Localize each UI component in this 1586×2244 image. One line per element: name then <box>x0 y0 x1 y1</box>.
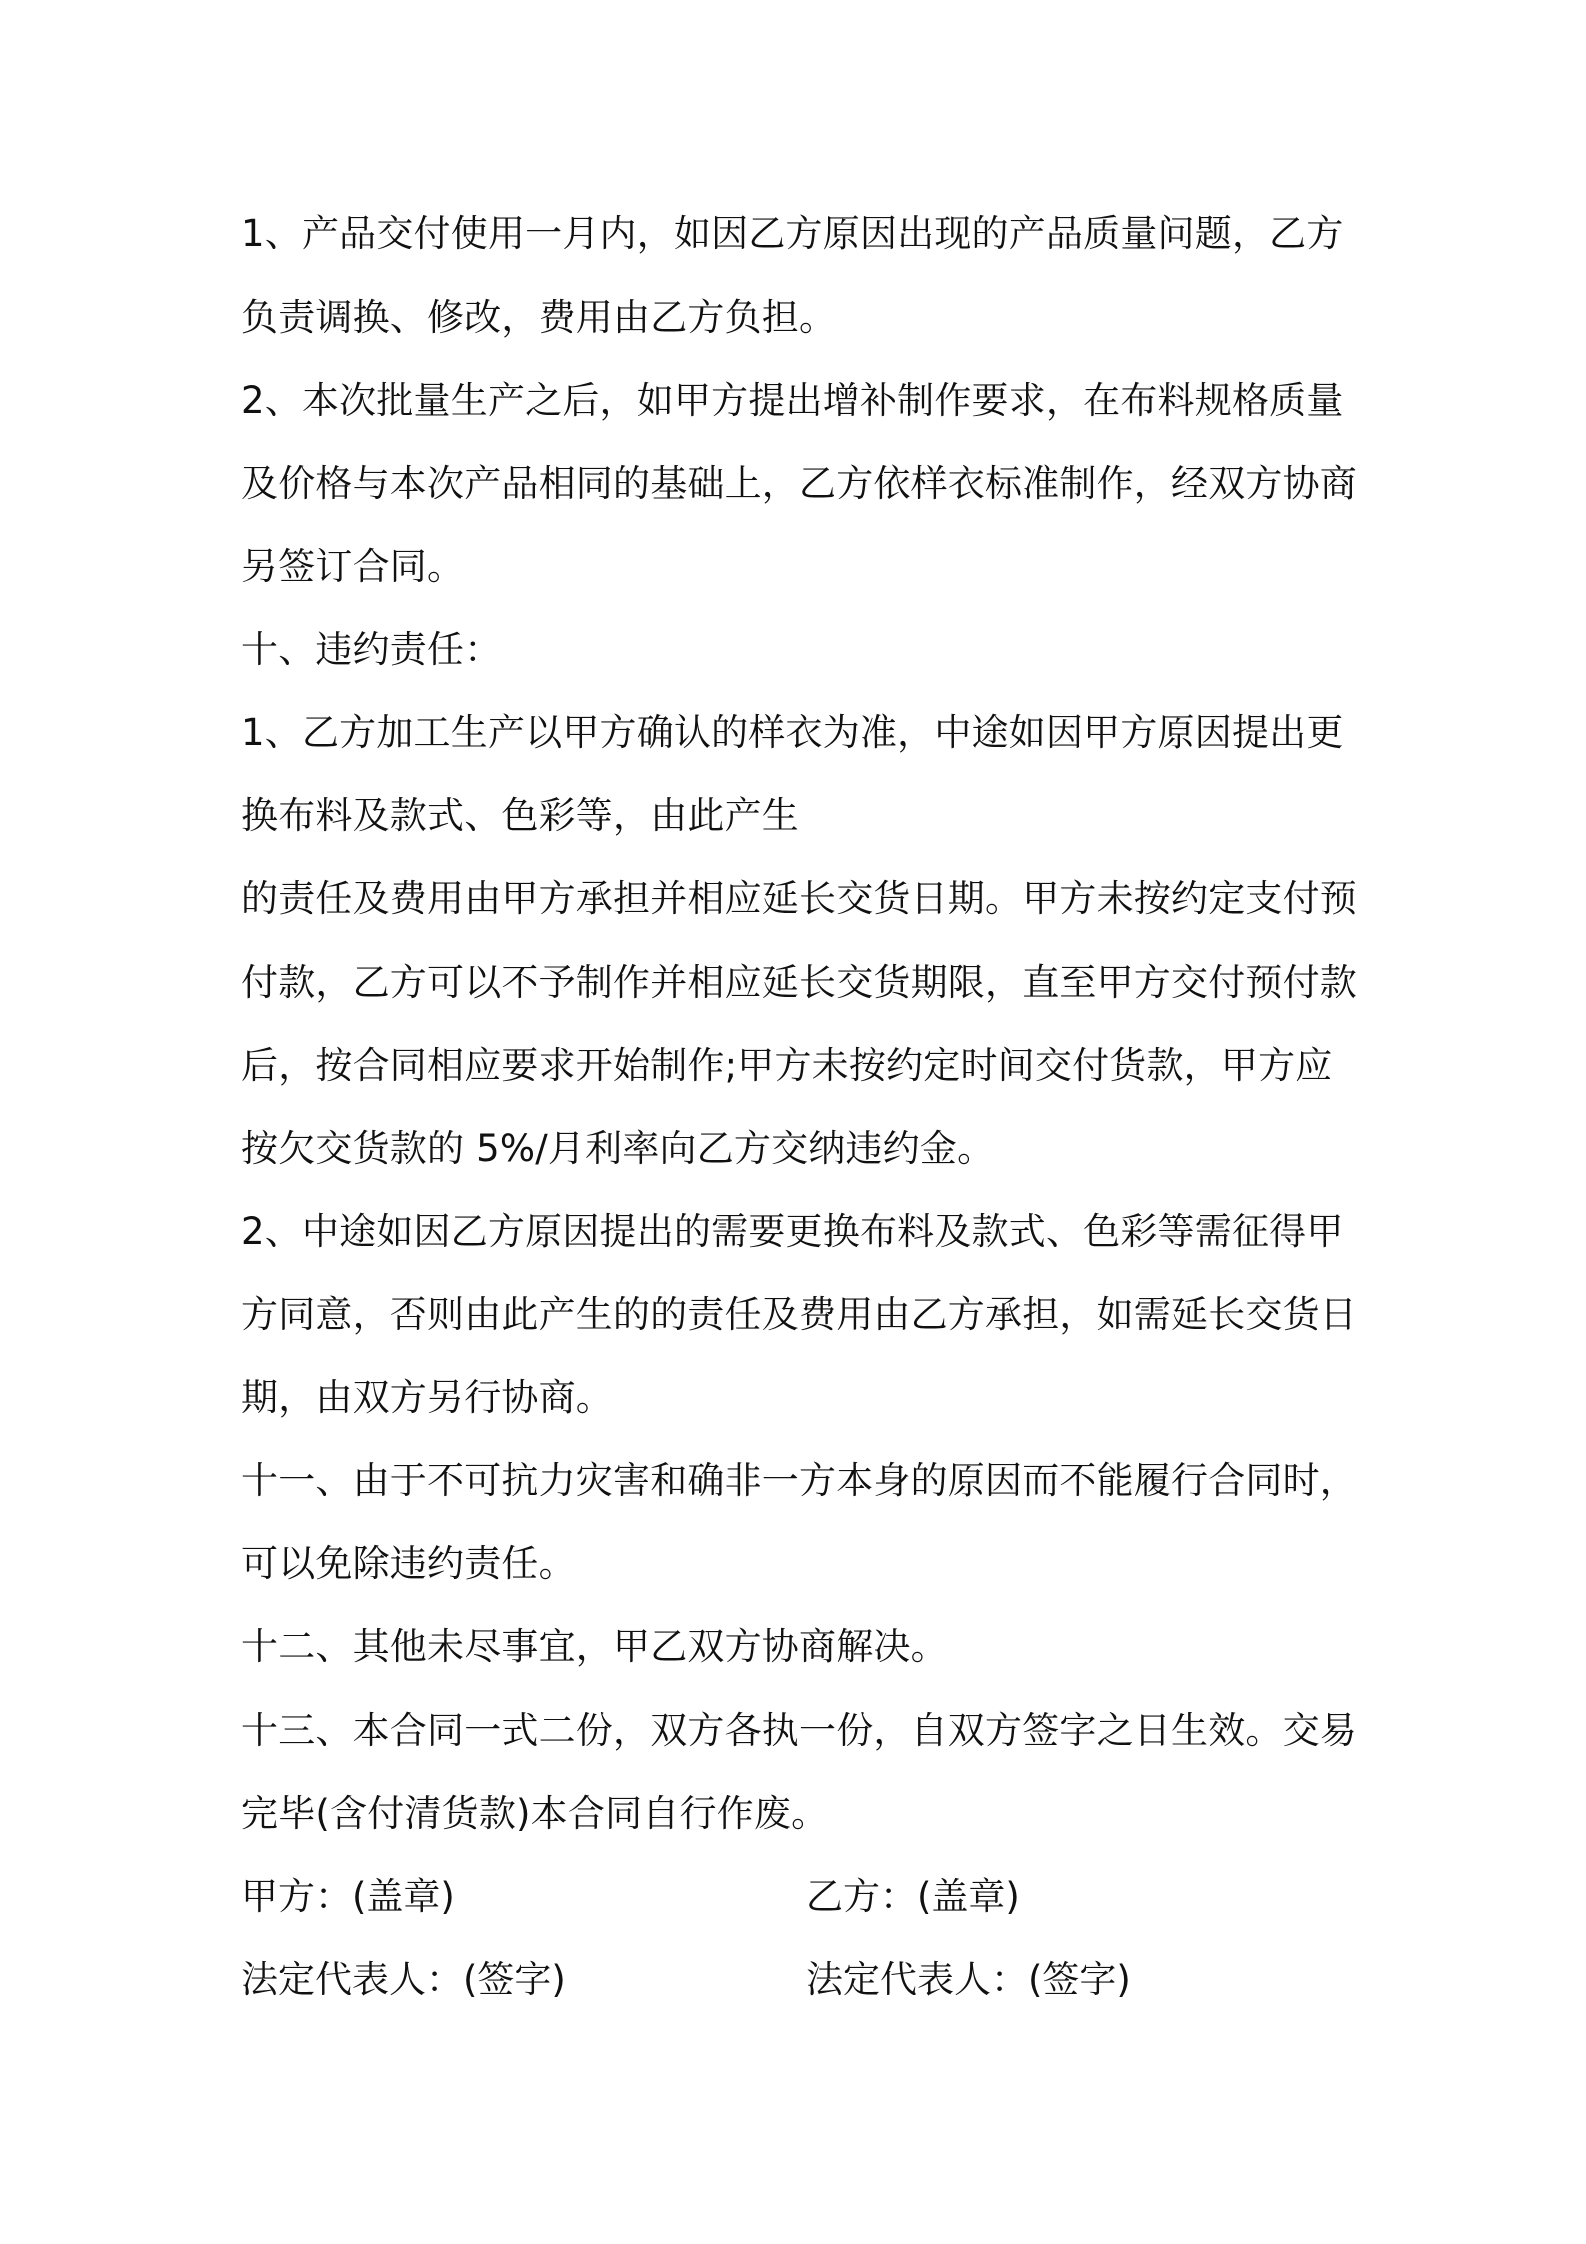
party-a-representative-label: 法定代表人：(签字) <box>241 1958 566 2001</box>
text-line: 付款，乙方可以不予制作并相应延长交货期限，直至甲方交付预付款 <box>241 961 1357 1004</box>
text-line: 负责调换、修改，费用由乙方负担。 <box>241 296 837 339</box>
text-line: 的责任及费用由甲方承担并相应延长交货日期。甲方未按约定支付预 <box>241 877 1357 920</box>
text-line: 2、本次批量生产之后，如甲方提出增补制作要求，在布料规格质量 <box>241 379 1344 422</box>
text-line: 期，由双方另行协商。 <box>241 1376 613 1419</box>
text-line: 另签订合同。 <box>241 545 465 588</box>
party-b-representative-label: 法定代表人：(签字) <box>806 1958 1131 2001</box>
text-line: 十三、本合同一式二份，双方各执一份，自双方签字之日生效。交易 <box>241 1709 1357 1752</box>
party-b-seal-label: 乙方：(盖章) <box>806 1875 1020 1918</box>
text-line: 方同意，否则由此产生的的责任及费用由乙方承担，如需延长交货日 <box>241 1293 1357 1336</box>
text-line: 十二、其他未尽事宜，甲乙双方协商解决。 <box>241 1625 948 1668</box>
text-line: 及价格与本次产品相同的基础上，乙方依样衣标准制作，经双方协商 <box>241 462 1357 505</box>
text-line: 2、中途如因乙方原因提出的需要更换布料及款式、色彩等需征得甲 <box>241 1210 1344 1253</box>
text-line: 1、产品交付使用一月内，如因乙方原因出现的产品质量问题，乙方 <box>241 212 1344 255</box>
text-line: 可以免除违约责任。 <box>241 1542 576 1585</box>
party-a-seal-label: 甲方：(盖章) <box>241 1875 455 1918</box>
text-line: 后，按合同相应要求开始制作;甲方未按约定时间交付货款，甲方应 <box>241 1044 1333 1087</box>
text-line: 按欠交货款的 5%/月利率向乙方交纳违约金。 <box>241 1127 995 1170</box>
text-line: 完毕(含付清货款)本合同自行作废。 <box>241 1792 829 1835</box>
text-line: 1、乙方加工生产以甲方确认的样衣为准，中途如因甲方原因提出更 <box>241 711 1344 754</box>
section-heading: 十、违约责任： <box>241 628 502 671</box>
text-line: 换布料及款式、色彩等，由此产生 <box>241 794 799 837</box>
text-line: 十一、由于不可抗力灾害和确非一方本身的原因而不能履行合同时， <box>241 1459 1357 1502</box>
